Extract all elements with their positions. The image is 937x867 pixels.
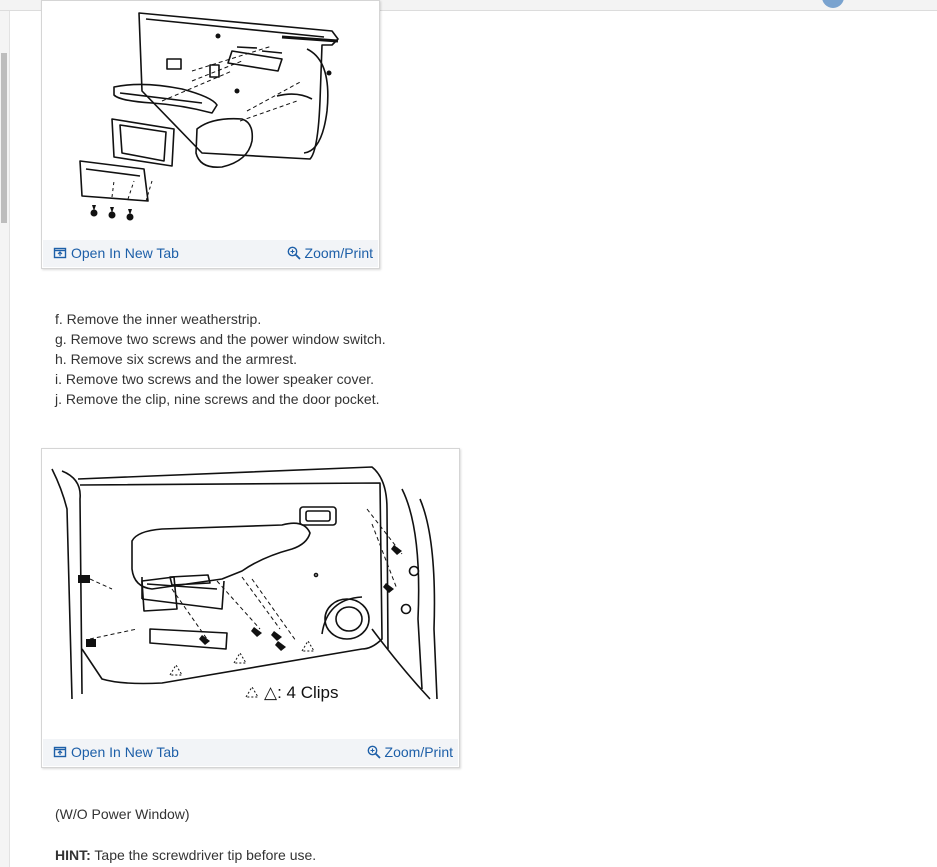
profile-icon[interactable]	[822, 0, 844, 8]
removal-steps	[55, 309, 386, 409]
step-item: j. Remove the clip, nine screws and the door pocket.	[55, 391, 380, 407]
zoom-print-link[interactable]	[287, 245, 373, 261]
open-new-tab-icon	[53, 745, 67, 759]
hint-label: HINT:	[55, 847, 91, 863]
open-in-new-tab-label: Open In New Tab	[71, 744, 179, 760]
power-window-note: (W/O Power Window)	[55, 806, 190, 822]
step-item: f. Remove the inner weatherstrip.	[55, 311, 262, 327]
figure-action-bar	[43, 240, 378, 267]
figure-door-trim-exploded	[41, 0, 380, 269]
open-in-new-tab-link[interactable]	[53, 744, 179, 760]
scrollbar-thumb[interactable]	[1, 53, 7, 223]
zoom-print-link[interactable]	[367, 744, 453, 760]
step-item: g. Remove two screws and the power window switch.	[55, 331, 386, 347]
open-new-tab-icon	[53, 246, 67, 260]
zoom-icon	[287, 246, 301, 260]
hint-paragraph	[55, 847, 316, 863]
hint-text: Tape the screwdriver tip before use.	[90, 847, 317, 863]
open-in-new-tab-label: Open In New Tab	[71, 245, 179, 261]
zoom-print-label: Zoom/Print	[304, 245, 373, 261]
zoom-icon	[367, 745, 381, 759]
step-item: i. Remove two screws and the lower speaker cover.	[55, 371, 375, 387]
door-panel-diagram	[42, 449, 459, 739]
zoom-print-label: Zoom/Print	[384, 744, 453, 760]
figure-action-bar	[43, 739, 458, 766]
figure-door-panel-clips	[41, 448, 460, 768]
vertical-scrollbar[interactable]	[0, 11, 10, 867]
open-in-new-tab-link[interactable]	[53, 245, 179, 261]
door-trim-diagram	[42, 1, 379, 241]
step-item: h. Remove six screws and the armrest.	[55, 351, 297, 367]
clips-caption: △: 4 Clips	[264, 683, 339, 702]
